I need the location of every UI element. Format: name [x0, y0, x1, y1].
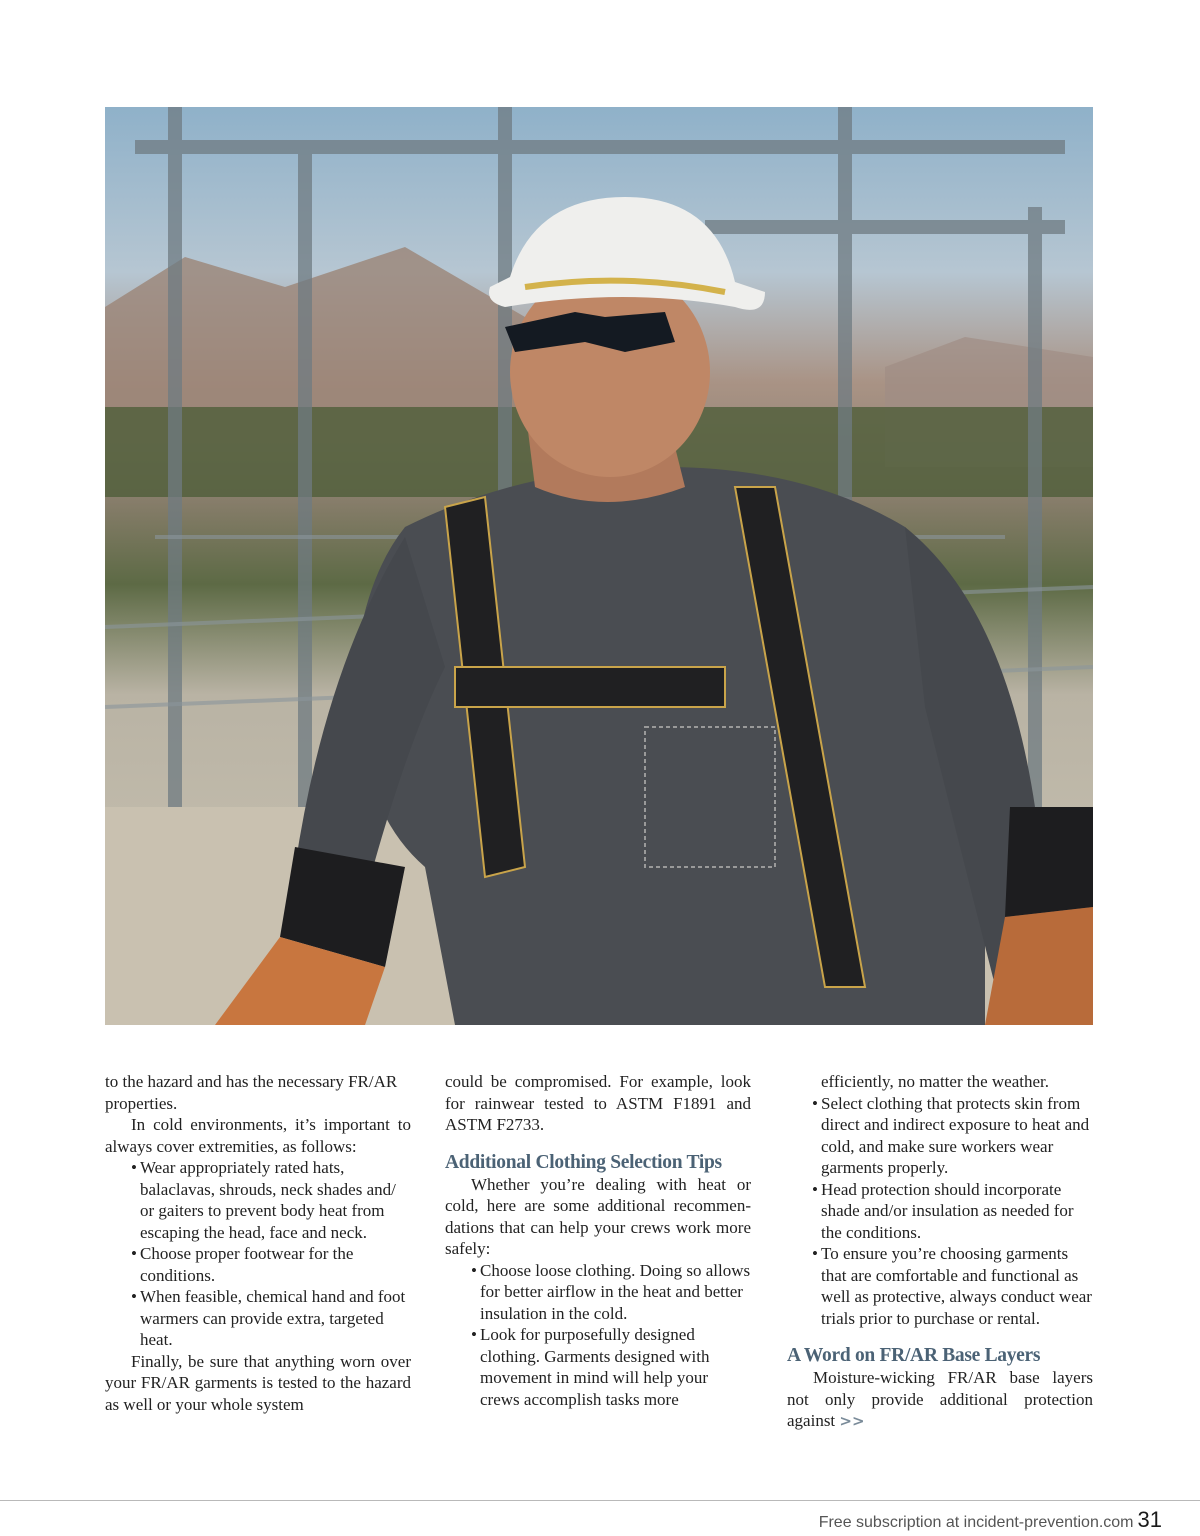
list-item: • To ensure you’re choosing garments that are comfortable and functional as well as protective, always conduct wear trials prior to purchase or rental. [812, 1243, 1093, 1329]
section-heading: A Word on FR/AR Base Layers [787, 1345, 1041, 1366]
paragraph: efficiently, no matter the weather. [821, 1072, 1049, 1091]
page-number: 31 [1137, 1507, 1162, 1532]
paragraph: could be compromised. For example, look for rainwear tested to ASTM F1891 and ASTM F2733. [445, 1072, 751, 1134]
footer-divider [0, 1500, 1200, 1501]
list-item: • When feasible, chemical hand and foot warmers can provide extra, targeted heat. [105, 1286, 411, 1351]
section-heading: Additional Clothing Selection Tips [445, 1151, 722, 1173]
paragraph: to the hazard and has the necessary FR/AR properties. [105, 1072, 398, 1113]
paragraph: In cold environments, it’s important to always cover extremities, as follows: [105, 1115, 411, 1156]
footer-subscription-text: Free subscription at incident-prevention.com [818, 1514, 1134, 1531]
bullet-list [105, 1157, 411, 1351]
page-footer [819, 1507, 1162, 1536]
bullet-list [445, 1260, 751, 1411]
list-item: • Wear appropriately rated hats, balaclavas, shrouds, neck shades and/ or gaiters to prevent body heat from escaping the head, face and neck. [105, 1157, 411, 1243]
bullet-list [787, 1093, 1093, 1330]
paragraph: Whether you’re dealing with heat or cold, here are some additional recommendations that can help your crews work more safely: [445, 1174, 751, 1258]
paragraph [787, 1367, 1093, 1433]
text-column-1 [105, 1071, 411, 1415]
continue-arrow-icon: >> [839, 1412, 865, 1430]
list-item: • Choose proper footwear for the conditions. [105, 1243, 411, 1286]
worker-photo-illustration [105, 107, 1093, 1025]
text-column-2 [445, 1071, 751, 1410]
text-column-3 [787, 1071, 1093, 1433]
worker-photo [105, 107, 1093, 1025]
paragraph: Finally, be sure that anything worn over your FR/AR garments is tested to the hazard as well or your whole system [105, 1351, 411, 1414]
list-item: • Look for purposefully designed clothing. Garments designed with movement in mind will help your crews accomplish tasks more [445, 1324, 751, 1410]
list-item: • Select clothing that protects skin from direct and indirect exposure to heat and cold, and make sure workers wear garments properly. [812, 1093, 1093, 1179]
paragraph-text: Moisture-wicking FR/AR base layers not only provide additional protection against [787, 1368, 1093, 1430]
list-item: • Head protection should incorporate shade and/or insulation as needed for the conditions. [812, 1179, 1093, 1244]
list-item: • Choose loose clothing. Doing so allows for better airflow in the heat and better insulation in the cold. [445, 1260, 751, 1325]
